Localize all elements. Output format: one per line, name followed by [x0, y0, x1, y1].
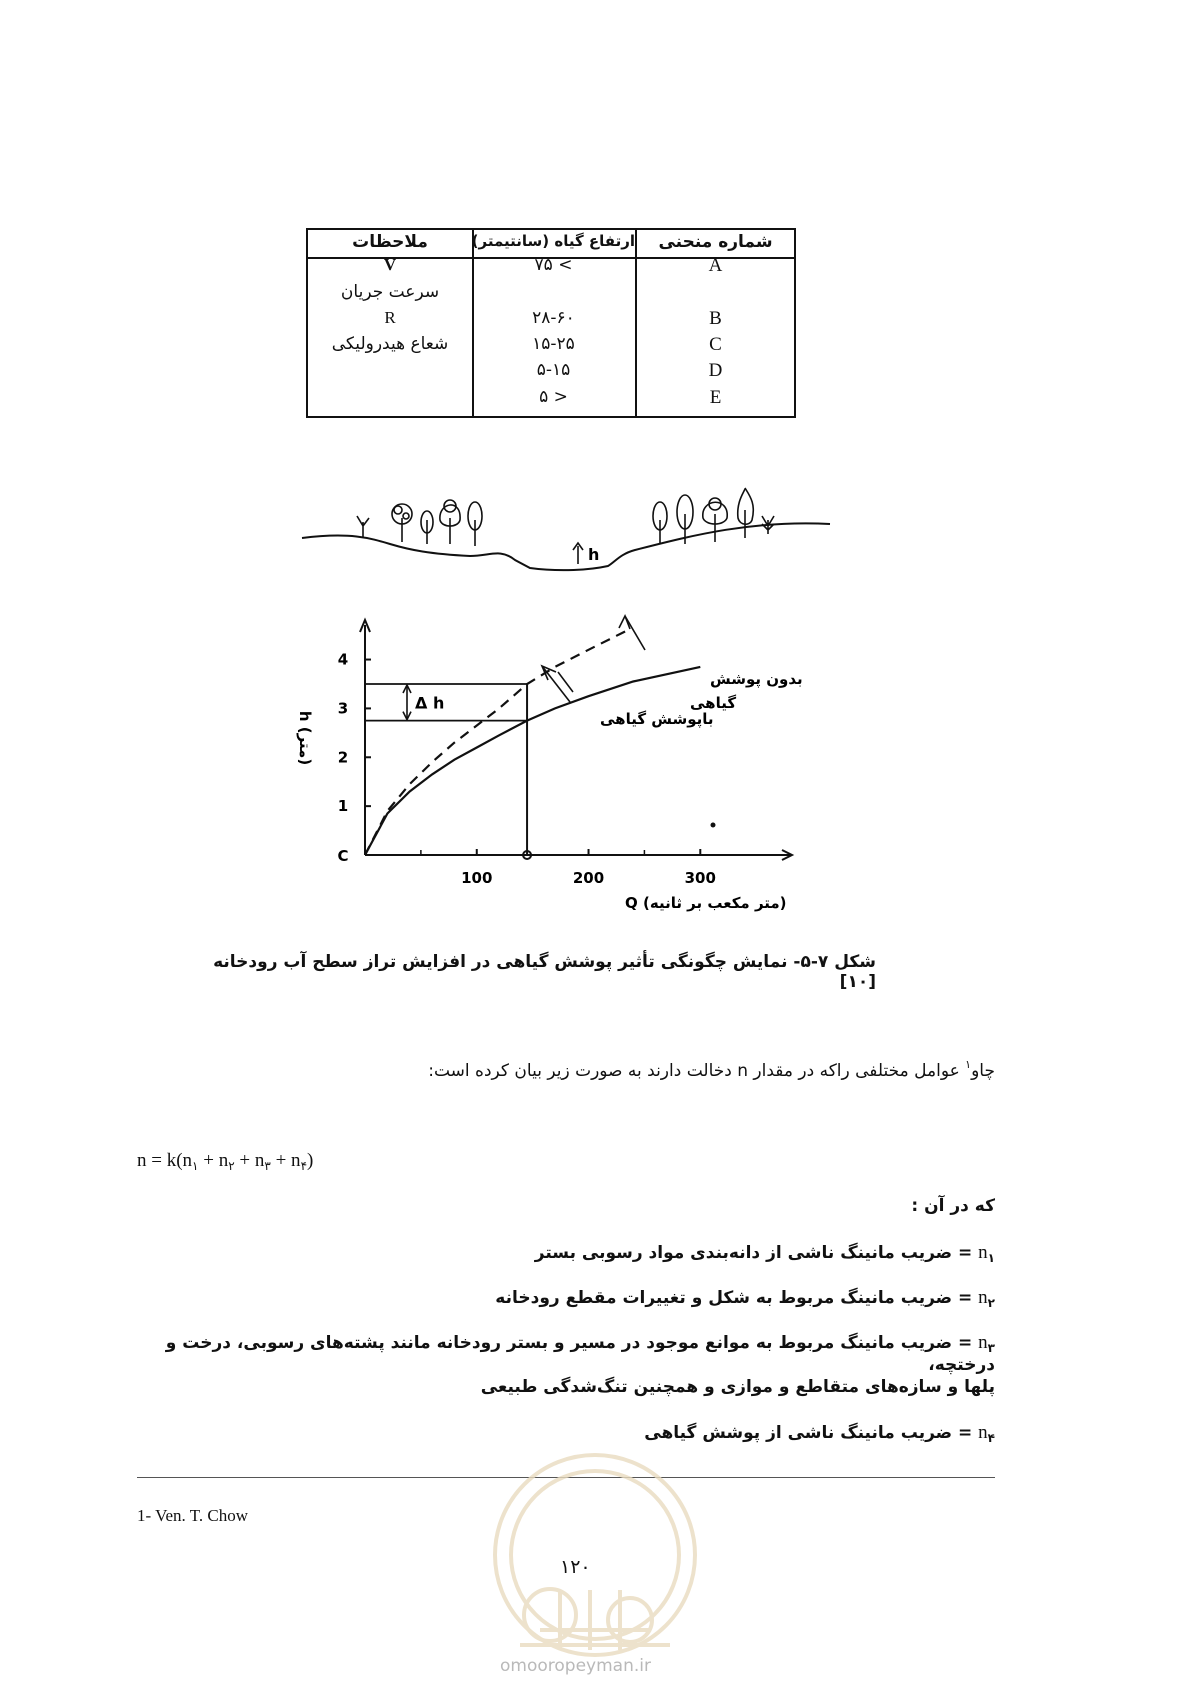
curve-d: D — [708, 360, 723, 381]
definition-n4: $n_۴$ = ضریب مانینگ ناشی از پوشش گیاهی — [644, 1422, 995, 1445]
footnote-marker: ۱ — [965, 1058, 972, 1071]
y-tick-label: 1 — [337, 797, 349, 816]
height-d: ۵-۱۵ — [536, 360, 571, 380]
intro-author: چاو — [971, 1061, 995, 1081]
height-a: > ۷۵ — [534, 255, 573, 275]
vegetation-right — [653, 488, 774, 544]
page-number: ۱۲۰ — [560, 1556, 591, 1578]
header-notes: ملاحظات — [352, 232, 428, 252]
intro-text: عوامل مختلفی راکه در مقدار n دخالت دارند به صورت زیر بیان کرده است: — [428, 1061, 966, 1081]
stray-dot — [711, 823, 716, 828]
water-level-marker — [573, 543, 583, 564]
origin-label: C — [337, 847, 349, 865]
curve-c: C — [709, 334, 722, 355]
curve-a: A — [708, 255, 723, 276]
figure-caption: شکل ۷-۵- نمایش چگونگی تأثیر پوشش گیاهی در افزایش تراز سطح آب رودخانه [۱۰] — [213, 952, 876, 992]
header-height: ارتفاع گیاه (سانتیمتر) — [471, 232, 635, 250]
y-tick-label: 2 — [337, 748, 349, 767]
bare-pointer-arrowhead — [619, 616, 630, 629]
h-label: h — [588, 545, 600, 564]
x-axis-title: (متر مکعب بر ثانیه) Q — [625, 894, 787, 912]
header-curve: شماره منحنی — [658, 232, 773, 252]
y-axis-title: h (متر) — [296, 710, 314, 766]
definition-n2: $n_۲$ = ضریب مانینگ مربوط به شکل و تغییرات مقطع رودخانه — [495, 1287, 995, 1310]
formula-sub-1: ۱ — [192, 1159, 199, 1173]
series-label-vegetated: باپوشش گیاهی — [600, 710, 714, 728]
note-hydraulic-radius: شعاع هیدرولیکی — [331, 334, 449, 354]
formula-sub-4: ۴ — [300, 1159, 308, 1173]
height-c: ۱۵-۲۵ — [532, 334, 575, 354]
y-tick-label: 3 — [337, 699, 349, 718]
footnote-text: 1- Ven. T. Chow — [137, 1506, 248, 1525]
note-r: R — [384, 308, 396, 327]
definition-n1: $n_۱$ = ضریب مانینگ ناشی از دانه‌بندی مواد رسوبی بستر — [534, 1242, 995, 1265]
publisher-seal-watermark — [480, 1440, 710, 1670]
series-label-bare-line1: بدون پوشش — [710, 670, 803, 688]
definition-n3: $n_۳$ = ضریب مانینگ مربوط به موانع موجود در مسیر و بستر رودخانه مانند پشته‌های رسوبی، درخت و درختچه، — [165, 1332, 995, 1375]
formula-lhs: n = — [137, 1150, 167, 1171]
formula-rhs: k(n — [166, 1150, 193, 1171]
bare-pointer-line — [625, 616, 645, 650]
x-tick-label: 200 — [572, 869, 605, 887]
formula-sub-2: ۲ — [228, 1159, 235, 1173]
x-tick-label: 300 — [684, 869, 716, 887]
curve-e: E — [709, 387, 722, 408]
series-label-bare-line2: گیاهی — [690, 694, 737, 712]
where-label: که در آن : — [911, 1196, 995, 1216]
river-cross-section-sketch — [290, 480, 850, 580]
delta-h-label: Δ h — [415, 693, 445, 713]
formula-sub-3: ۳ — [264, 1159, 271, 1173]
curve-b: B — [709, 308, 722, 329]
note-velocity: سرعت جریان — [340, 282, 440, 302]
series-line-vegetated — [365, 630, 628, 855]
x-tick-label: 100 — [461, 869, 493, 887]
y-tick-label: 4 — [337, 650, 349, 669]
height-b: ۲۸-۶۰ — [532, 308, 575, 328]
ground-profile — [302, 523, 830, 570]
curve-height-table — [306, 228, 796, 418]
watermark-url: omooropeyman.ir — [500, 1656, 651, 1676]
note-v: V — [383, 255, 397, 274]
flow-depth-chart — [270, 610, 810, 920]
intro-paragraph — [200, 1058, 995, 1081]
manning-formula: $n = k(n_۱ + n_۲ + n_۳ + n_۴)$ — [137, 1150, 314, 1173]
definition-n3-continued: پلها و سازه‌های متقاطع و موازی و همچنین تنگ‌شدگی طبیعی — [480, 1377, 995, 1397]
height-e: < ۵ — [539, 387, 568, 407]
